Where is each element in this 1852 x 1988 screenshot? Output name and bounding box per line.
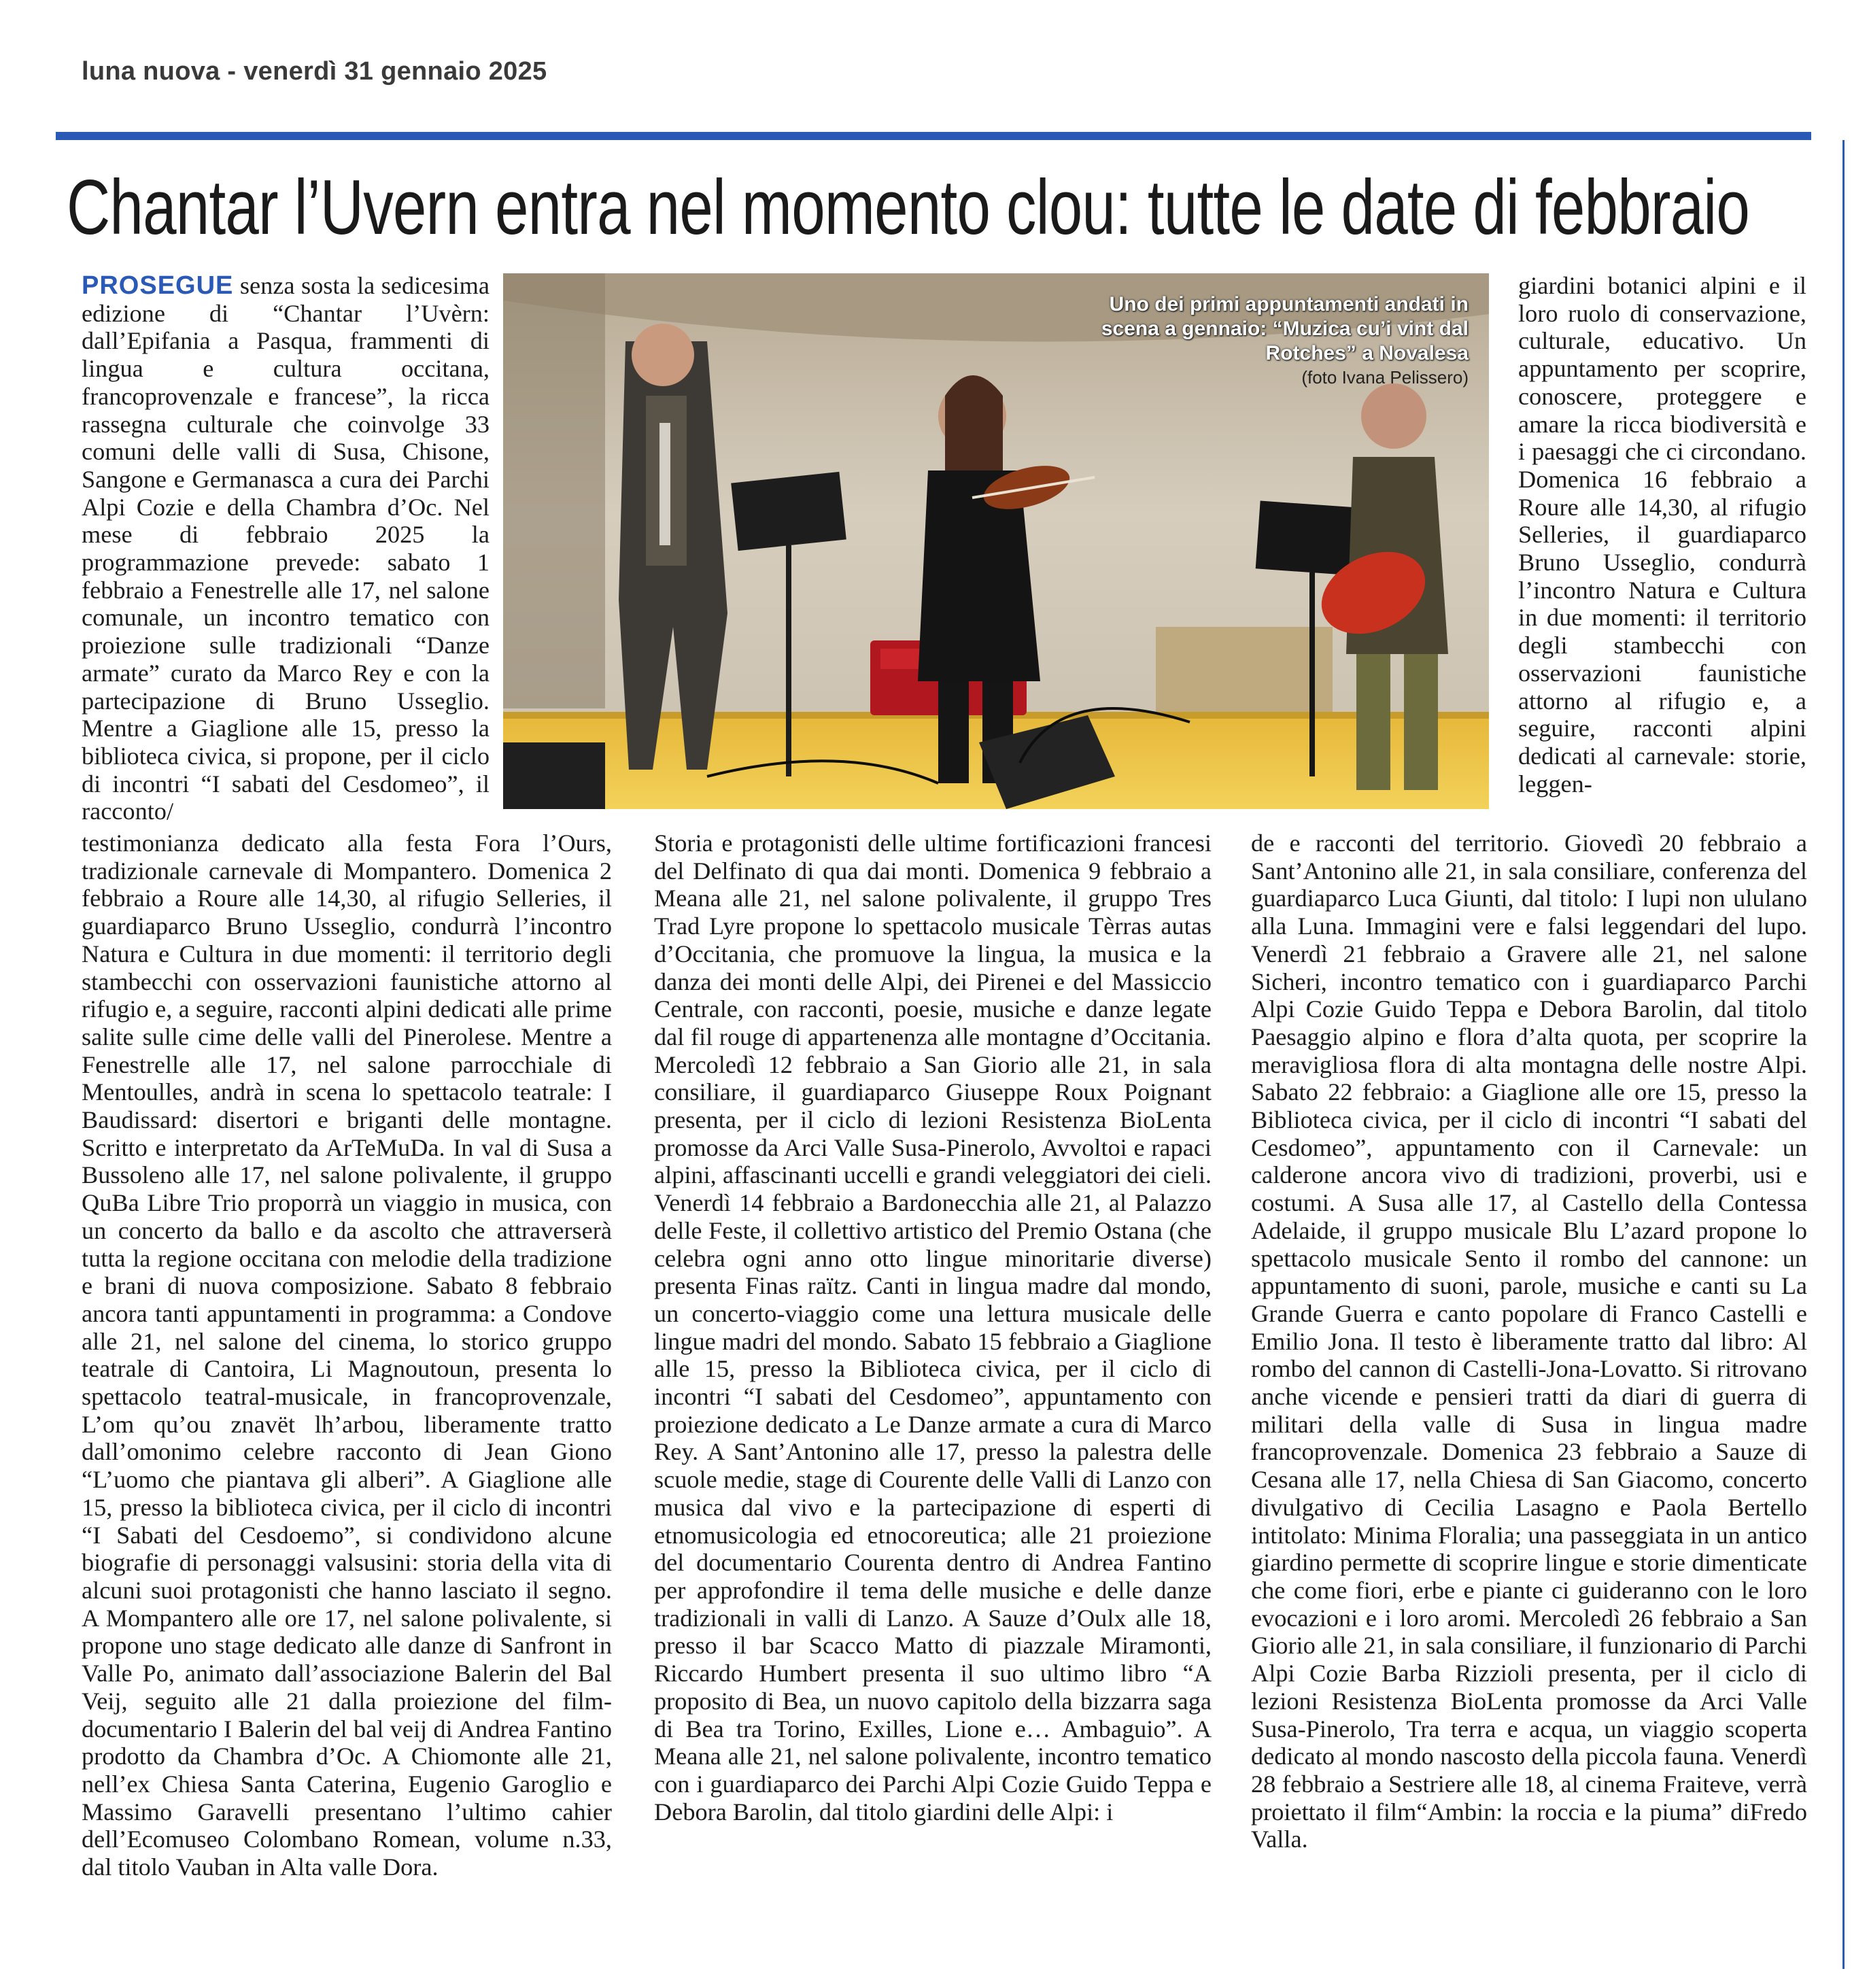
- article-text-3-bottom: de e racconti del territorio. Giovedì 20 febbraio a Sant’Antonino alle 21, in sala consiliare, conferenza del guardiaparco Luca Giunti, dal titolo: I lupi non ululano alla Luna. Immagini vere e falsi leggendari del lupo. Venerdì 21 febbraio a Gravere alle 21, nel salone Sicheri, incontro tematico con i guardiaparco Parchi Alpi Cozie Guido Teppa e Debora Barolin, dal titolo Paesaggio alpino e flora d’alta quota, per scoprire la meravigliosa flora di alta montagna delle nostre Alpi. Sabato 22 febbraio: a Giaglione alle ore 15, presso la Biblioteca civica, per il ciclo di incontri “I sabati del Cesdomeo”, appuntamento con il Carnevale: un calderone ancora vivo di tradizioni, proverbi, usi e costumi. A Susa alle 17, al Castello della Contessa Adelaide, il gruppo musicale Blu L’azard propone lo spettacolo musicale Sento il rombo del cannone: un appuntamento di suoni, parole, musiche e canti su La Grande Guerra e canto popolare di Franco Castelli e Emilio Jona. Il testo è liberamente tratto dal libro: Al rombo del cannon di Castelli-Jona-Lovatto. Si ritrovano anche vicende e pensieri tratti da diari di guerra di militari della valle di Susa in lingua madre francoprovenzale. Domenica 23 febbraio a Sauze di Cesana alle 17, nella Chiesa di San Giacomo, concerto divulgativo di Cecilia Lasagno e Paola Bertello intitolato: Minima Floralia; una passeggiata in un antico giardino permette di scoprire lingue e storie dimenticate che come fiori, erbe e piante ci guideranno con le loro evocazioni e i loro aromi. Mercoledì 26 febbraio a San Giorio alle 21, in sala consiliare, il funzionario di Parchi Alpi Cozie Barba Rizzioli presenta, per il ciclo di lezioni Resistenza BioLenta promosse da Arci Valle Susa-Pinerolo, Tra terra e acqua, un viaggio scoperta dedicato al mondo nascosto della piccola fauna. Venerdì 28 febbraio a Sestriere alle 18, al cinema Fraiteve, verrà proiettato il film“Ambin: la roccia e la piuma” diFredo Valla.: [1251, 829, 1807, 1853]
- article-column-1-top: [82, 272, 490, 828]
- article-column-1-bottom: [82, 829, 612, 1958]
- article-text-3-top: giardini botanici alpini e il loro ruolo di conservazione, culturale, educativo. Un appuntamento per scoprire, conoscere, proteggere e amare la ricca biodiversità e i paesaggi che ci circondano. Domenica 16 febbraio a Roure alle 14,30, al rifugio Selleries, il guardiaparco Bruno Usseglio, condurrà l’incontro Natura e Cultura in due momenti: il territorio degli stambecchi con osservazioni faunistiche attorno al rifugio e, a seguire, racconti alpini dedicati al carnevale: storie, leggen-: [1518, 272, 1806, 798]
- article-text-2: Storia e protagonisti delle ultime fortificazioni francesi del Delfinato di qua dai monti. Domenica 9 febbraio a Meana alle 21, nel salone polivalente, il gruppo Tres Trad Lyre propone lo spettacolo musicale Tèrras autas d’Occitania, che promuove la lingua, la musica e la danza dei monti delle Alpi, dei Pirenei e del Massiccio Centrale, con racconti, poesie, musiche e danze legate dal fil rouge di appartenenza alle montagne d’Occitania. Mercoledì 12 febbraio a San Giorio alle 21, in sala consiliare, il guardiaparco Giuseppe Roux Poignant presenta, per il ciclo di lezioni Resistenza BioLenta promosse da Arci Valle Susa-Pinerolo, Avvoltoi e rapaci alpini, affascinanti uccelli e grandi veleggiatori dei cieli. Venerdì 14 febbraio a Bardonecchia alle 21, al Palazzo delle Feste, il collettivo artistico del Premio Ostana (che celebra ogni anno otto lingue minoritarie diverse) presenta Finas raïtz. Canti in lingua madre dal mondo, un concerto-viaggio come una lettura musicale delle lingue madri del mondo. Sabato 15 febbraio a Giaglione alle 15, presso la Biblioteca civica, per il ciclo di incontri “I sabati del Cesdomeo”, appuntamento con proiezione dedicato a Le Danze armate a cura di Marco Rey. A Sant’Antonino alle 17, presso la palestra delle scuole medie, stage di Courente delle Valli di Lanzo con musica dal vivo e la partecipazione di esperti di etnomusicologia ed etnocoreutica; alle 21 proiezione del documentario Courenta dentro di Andrea Fantino per approfondire il tema delle musiche e delle danze tradizionali in valli di Lanzo. A Sauze d’Oulx alle 18, presso il bar Scacco Matto di piazzale Miramonti, Riccardo Humbert presenta il suo ultimo libro “A proposito di Bea, un nuovo capitolo della bizzarra saga di Bea tra Torino, Exilles, Lione e… Ambaguio”. A Meana alle 21, nel salone polivalente, incontro tematico con i guardiaparco dei Parchi Alpi Cozie Guido Teppa e Debora Barolin, dal titolo giardini delle Alpi: i: [654, 829, 1212, 1826]
- article-column-3-top: [1518, 272, 1806, 828]
- article-column-3-bottom: [1251, 829, 1807, 1958]
- article-text-1-top: senza sosta la sedicesima edizione di “Chantar l’Uvèrn: dall’Epifania a Pasqua, frammenti di lingua e cultura occitana, francoprovenzale e francese”, la ricca rassegna culturale che coinvolge 33 comuni delle valli di Susa, Chisone, Sangone e Germanasca a cura dei Parchi Alpi Cozie e della Chambra d’Oc. Nel mese di febbraio 2025 la programmazione prevede: sabato 1 febbraio a Fenestrelle alle 17, nel salone comunale, un incontro tematico con proiezione sulle tradizionali “Danze armate” curato da Marco Rey e con la partecipazione di Bruno Usseglio. Mentre a Giaglione alle 15, presso la biblioteca civica, si propone, per il ciclo di incontri “I sabati del Cesdomeo”, il racconto/: [82, 272, 490, 825]
- page-dateline: luna nuova - venerdì 31 gennaio 2025: [82, 57, 547, 86]
- article-column-2: [654, 829, 1212, 1958]
- photo-caption-text: Uno dei primi appuntamenti andati in scena a gennaio: “Muzica cu’i vint dal Rotches” a Novalesa: [1101, 293, 1469, 364]
- article-headline: Chantar l’Uvern entra nel momento clou: tutte le date di febbraio: [67, 165, 1750, 251]
- photo-credit: (foto Ivana Pelissero): [1301, 367, 1469, 388]
- lead-word: PROSEGUE: [82, 272, 234, 300]
- photo-caption: [1067, 292, 1469, 389]
- article-text-1-bottom: testimonianza dedicato alla festa Fora l’Ours, tradizionale carnevale di Mompantero. Domenica 2 febbraio a Roure alle 14,30, al rifugio Selleries, il guardiaparco Bruno Usseglio, condurrà l’incontro Natura e Cultura in due momenti: il territorio degli stambecchi con osservazioni faunistiche attorno al rifugio e, a seguire, racconti alpini dedicati alle prime salite sulle cime delle valli del Pinerolese. Mentre a Fenestrelle alle 17, nel salone parrocchiale di Mentoulles, andrà in scena lo spettacolo teatrale: I Baudissard: disertori e briganti delle montagne. Scritto e interpretato da ArTeMuDa. In val di Susa a Bussoleno alle 17, nel salone polivalente, il gruppo QuBa Libre Trio proporrà un viaggio in musica, con un concerto da ballo e da ascolto che attraverserà tutta la regione occitana con melodie della tradizione e brani di nuova composizione. Sabato 8 febbraio ancora tanti appuntamenti in programma: a Condove alle 21, nel salone del cinema, lo storico gruppo teatrale di Cantoira, Li Magnoutoun, presenta lo spettacolo teatral-musicale, in francoprovenzale, L’om qu’ou znavët lh’arbou, liberamente tratto dall’omonimo celebre racconto di Jean Giono “L’uomo che piantava gli alberi”. A Giaglione alle 15, presso la biblioteca civica, per il ciclo di incontri “I Sabati del Cesdoemo”, si condividono alcune biografie di personaggi valsusini: storia della vita di alcuni suoi protagonisti che hanno lasciato il segno. A Mompantero alle ore 17, nel salone polivalente, si propone uno stage dedicato alle danze di Sanfront in Valle Po, animato dall’associazione Balerin del Bal Veij, seguito alle 21 dalla proiezione del film-documentario I Balerin del bal veij di Andrea Fantino prodotto da Chambra d’Oc. A Chiomonte alle 21, nell’ex Chiesa Santa Caterina, Eugenio Garoglio e Massimo Garavelli presentano l’ultimo cahier dell’Ecomuseo Colombano Romean, volume n.33, dal titolo Vauban in Alta valle Dora.: [82, 829, 612, 1881]
- side-rule: [1842, 140, 1845, 1969]
- article-photo: [503, 273, 1489, 809]
- header-rule: [56, 132, 1811, 140]
